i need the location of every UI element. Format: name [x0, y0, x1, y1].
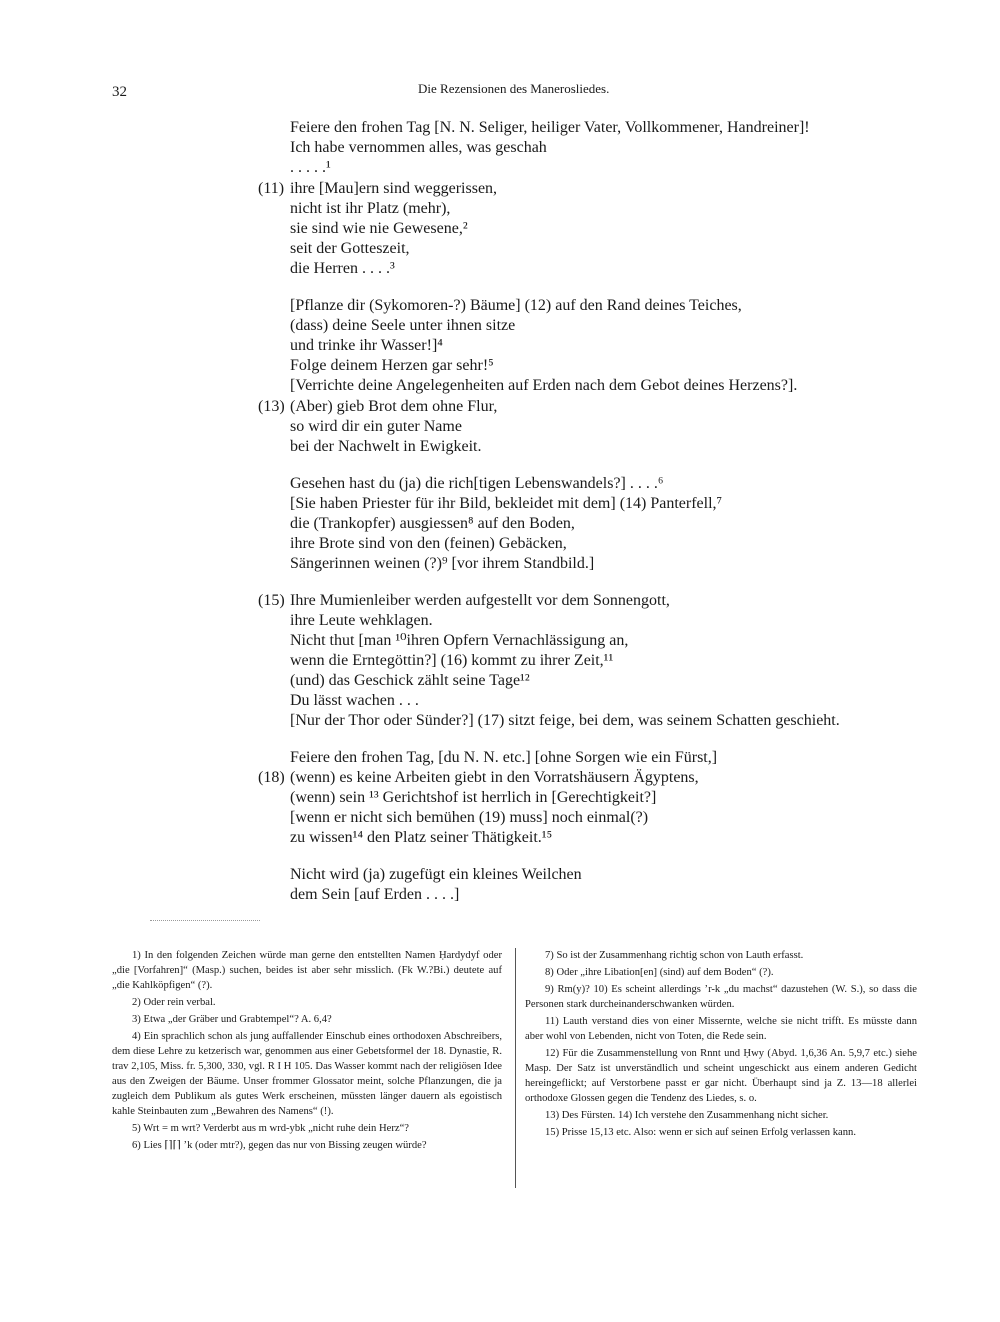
footnote: 15) Prisse 15,13 etc. Also: wenn er sich auf seinen Erfolg verlassen kann. — [545, 1127, 856, 1138]
verse-line — [290, 748, 717, 768]
running-head: Die Rezensionen des Manerosliedes. — [418, 81, 610, 96]
verse-line — [290, 138, 547, 158]
column-divider — [515, 948, 516, 1188]
verse-line — [290, 376, 797, 396]
verse-text: Ich habe vernommen alles, was geschah — [290, 139, 547, 156]
verse-line — [290, 885, 459, 905]
verse-text: Du lässt wachen . . . — [290, 692, 419, 709]
verse-text: so wird dir ein guter Name — [290, 418, 462, 435]
verse-text: Gesehen hast du (ja) die rich[tigen Lebenswandels?] . . . .⁶ — [290, 475, 664, 492]
verse-text: [wenn er nicht sich bemühen (19) muss] noch einmal(?) — [290, 809, 649, 826]
verse-line — [290, 259, 395, 279]
footnote: 11) Lauth verstand dies von einer Missernte, welche sie nicht trifft. Es müsste dann aber wohl von Lebenden, nicht von Toten, die Rede sein. — [525, 1016, 917, 1042]
verse-text: zu wissen¹⁴ den Platz seiner Thätigkeit.¹⁵ — [290, 829, 553, 846]
verse-line — [290, 865, 582, 885]
verse-text: (dass) deine Seele unter ihnen sitze — [290, 317, 516, 334]
footnote: 9) Rm(y)? 10) Es scheint allerdings ’r-k „du machst“ dazustehen (W. S.), so dass die Personen stark durcheinanderschwanken würden. — [525, 984, 917, 1010]
verse-line — [290, 199, 450, 219]
verse-text: Sängerinnen weinen (?)⁹ [vor ihrem Standbild.] — [290, 555, 595, 572]
verse-text: ihre Leute wehklagen. — [290, 612, 433, 629]
footnote: 6) Lies ⌈⌉⌈⌉ ’k (oder mtr?), gegen das nur von Bissing zeugen würde? — [132, 1140, 427, 1151]
verse-text: [Pflanze dir (Sykomoren-?) Bäume] (12) auf den Rand deines Teiches, — [290, 297, 742, 314]
line-number: (15) — [258, 592, 285, 609]
line-number: (11) — [258, 180, 285, 197]
verse-text: [Verrichte deine Angelegenheiten auf Erden nach dem Gebot deines Herzens?]. — [290, 377, 798, 394]
verse-text: Feiere den frohen Tag [N. N. Seliger, heiliger Vater, Vollkommener, Handreiner]! — [290, 119, 810, 136]
verse-line — [290, 219, 468, 239]
verse-text: bei der Nachwelt in Ewigkeit. — [290, 438, 482, 455]
verse-line — [258, 179, 497, 199]
footnote: 7) So ist der Zusammenhang richtig schon von Lauth erfasst. — [545, 950, 804, 961]
footnote: 5) Wrt = m wrt? Verderbt aus m wrd-ybk „nicht ruhe dein Herz“? — [132, 1123, 409, 1134]
verse-text: Nicht thut [man ¹⁰ihren Opfern Vernachlässigung an, — [290, 632, 629, 649]
verse-line — [290, 788, 656, 808]
verse-line — [290, 711, 840, 731]
verse-text: nicht ist ihr Platz (mehr), — [290, 200, 451, 217]
footnote: 3) Etwa „der Gräber und Grabtempel“? A. 6,4? — [132, 1014, 332, 1025]
verse-line — [290, 808, 648, 828]
verse-text: ihre [Mau]ern sind weggerissen, — [290, 180, 498, 197]
verse-text: die (Trankopfer) ausgiessen⁸ auf den Boden, — [290, 515, 575, 532]
footnote: 8) Oder „ihre Libation[en] (sind) auf dem Boden“ (?). — [545, 967, 774, 978]
footnote: 1) In den folgenden Zeichen würde man gerne den entstellten Namen Ḥardydyf oder „die [Vorfahren]“ (Masp.) suchen, beides ist aber sehr misslich. (Fk W.?Bi.) deutete auf „die Kahlköpfigen“ (?). — [112, 950, 502, 991]
line-number: (13) — [258, 398, 285, 415]
verse-line — [290, 651, 613, 671]
verse-text: (wenn) es keine Arbeiten giebt in den Vorratshäusern Ägyptens, — [290, 769, 699, 786]
verse-text: die Herren . . . .³ — [290, 260, 395, 277]
page-number: 32 — [112, 84, 127, 100]
verse-line — [290, 316, 515, 336]
verse-text: sie sind wie nie Gewesene,² — [290, 220, 468, 237]
verse-line — [290, 514, 575, 534]
footnote: 13) Des Fürsten. 14) Ich verstehe den Zusammenhang nicht sicher. — [545, 1110, 829, 1121]
verse-line — [290, 534, 567, 554]
line-number: (18) — [258, 769, 285, 786]
verse-text: (Aber) gieb Brot dem ohne Flur, — [290, 398, 498, 415]
verse-line — [258, 768, 699, 788]
verse-text: ihre Brote sind von den (feinen) Gebäcken, — [290, 535, 567, 552]
verse-text: [Nur der Thor oder Sünder?] (17) sitzt feige, bei dem, was seinem Schatten geschieht. — [290, 712, 840, 729]
verse-line — [290, 631, 628, 651]
footnote: 12) Für die Zusammenstellung von Rnnt und Ḥwy (Abyd. 1,6,36 An. 5,9,7 etc.) siehe Masp. Der Satz ist unverständlich und scheint ungeschickt aus einem anderen Gedicht hereingeflickt; auf Verstorbene passt er gar nicht. Überhaupt sind ja Z. 13—18 allerlei orthodoxe Glossen gegen die Tendenz des Liedes, s. o. — [525, 1048, 917, 1104]
verse-line — [258, 591, 670, 611]
verse-line — [258, 397, 497, 417]
verse-text: Feiere den frohen Tag, [du N. N. etc.] [ohne Sorgen wie ein Fürst,] — [290, 749, 718, 766]
verse-text: [Sie haben Priester für ihr Bild, bekleidet mit dem] (14) Panterfell,⁷ — [290, 495, 723, 512]
verse-text: seit der Gotteszeit, — [290, 240, 410, 257]
verse-text: Folge deinem Herzen gar sehr!⁵ — [290, 357, 494, 374]
verse-line — [290, 356, 494, 376]
verse-text: Ihre Mumienleiber werden aufgestellt vor dem Sonnengott, — [290, 592, 670, 609]
verse-text: (wenn) sein ¹³ Gerichtshof ist herrlich in [Gerechtigkeit?] — [290, 789, 657, 806]
verse-text: . . . . .¹ — [290, 159, 331, 176]
verse-line — [290, 474, 663, 494]
verse-line — [290, 828, 552, 848]
verse-line — [290, 671, 530, 691]
verse-line — [290, 554, 594, 574]
footnote: 2) Oder rein verbal. — [132, 997, 216, 1008]
footnote-separator — [150, 920, 260, 921]
footnotes-right-column — [525, 948, 917, 1142]
verse-line — [290, 691, 419, 711]
verse-line — [290, 158, 331, 178]
verse-line — [290, 296, 742, 316]
verse-line — [290, 494, 722, 514]
verse-line — [290, 417, 462, 437]
verse-text: dem Sein [auf Erden . . . .] — [290, 886, 460, 903]
verse-text: und trinke ihr Wasser!]⁴ — [290, 337, 443, 354]
verse-text: wenn die Erntegöttin?] (16) kommt zu ihrer Zeit,¹¹ — [290, 652, 614, 669]
verse-line — [290, 336, 443, 356]
verse-line — [290, 437, 482, 457]
verse-line — [290, 239, 410, 259]
footnote: 4) Ein sprachlich schon als jung auffallender Einschub eines orthodoxen Abschreibers, dem diese Lehre zu ketzerisch war, genommen aus einer Gebetsformel der 18. Dynastie, R. trav 2,105, Miss. fr. 5,300, 330, vgl. R I H 105. Das Wasser kommt nach der religiösen Idee aus den Zweigen der Bäume. Unser frommer Glossator meint, solche Pflanzungen, die ja zugleich dem Publikum als gutes Werk erscheinen, müssten länger dauern als egoistisch kahle Steinbauten zum „Bewahren des Namens“ (!). — [112, 1031, 502, 1117]
verse-text: Nicht wird (ja) zugefügt ein kleines Weilchen — [290, 866, 582, 883]
verse-line — [290, 611, 433, 631]
verse-text: (und) das Geschick zählt seine Tage¹² — [290, 672, 530, 689]
verse-line — [290, 118, 810, 138]
footnotes-left-column — [112, 948, 502, 1155]
